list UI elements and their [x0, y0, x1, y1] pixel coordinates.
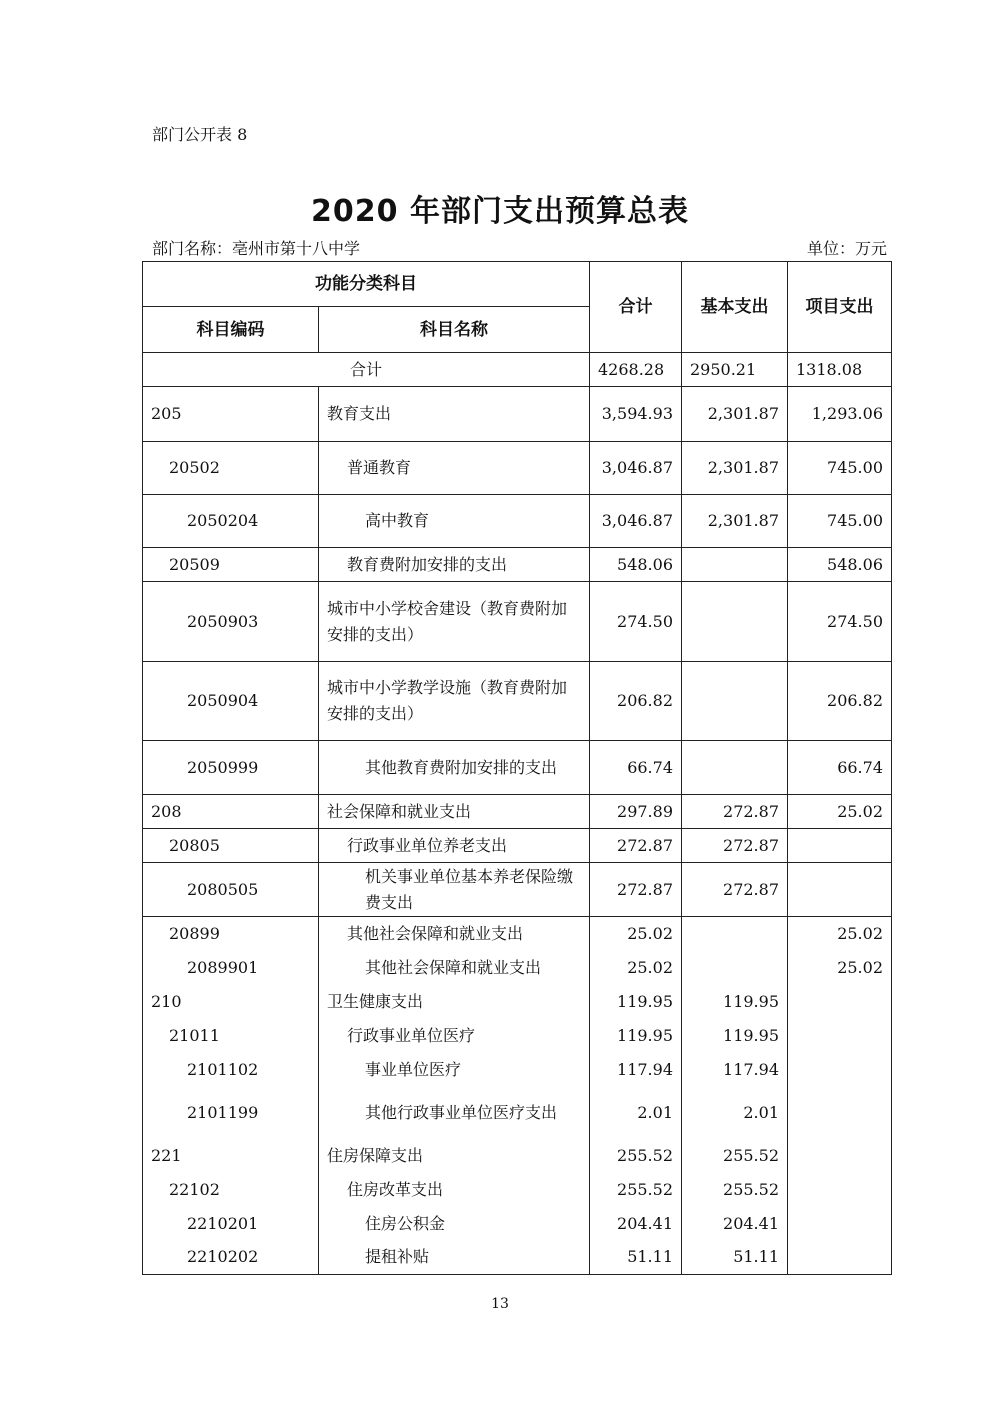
row-name: 卫生健康支出 — [319, 985, 590, 1019]
row-project: 25.02 — [788, 951, 892, 985]
table-row — [143, 1139, 892, 1173]
table-row — [143, 548, 892, 582]
row-project — [788, 1241, 892, 1275]
row-basic — [682, 548, 788, 582]
row-name: 住房保障支出 — [319, 1139, 590, 1173]
row-name: 提租补贴 — [319, 1241, 590, 1275]
row-project — [788, 863, 892, 917]
table-row — [143, 917, 892, 951]
row-project — [788, 1173, 892, 1207]
row-project — [788, 1019, 892, 1053]
row-total: 51.11 — [590, 1241, 682, 1275]
row-project: 206.82 — [788, 662, 892, 741]
table-row — [143, 985, 892, 1019]
row-project: 25.02 — [788, 795, 892, 829]
row-name: 行政事业单位养老支出 — [319, 829, 590, 863]
row-basic — [682, 582, 788, 662]
row-code: 208 — [143, 795, 319, 829]
row-code: 2050204 — [143, 495, 319, 548]
document-label: 部门公开表 8 — [152, 125, 248, 144]
row-total: 117.94 — [590, 1053, 682, 1087]
table-row — [143, 1087, 892, 1139]
row-basic: 272.87 — [682, 829, 788, 863]
total-basic: 2950.21 — [682, 353, 788, 387]
row-total: 272.87 — [590, 863, 682, 917]
header-project: 项目支出 — [788, 262, 892, 353]
row-total: 255.52 — [590, 1139, 682, 1173]
row-basic — [682, 951, 788, 985]
row-basic: 255.52 — [682, 1173, 788, 1207]
row-project — [788, 1139, 892, 1173]
row-basic: 2,301.87 — [682, 442, 788, 495]
row-name: 事业单位医疗 — [319, 1053, 590, 1087]
row-code: 2050903 — [143, 582, 319, 662]
row-project: 66.74 — [788, 741, 892, 795]
table-row — [143, 951, 892, 985]
table-row — [143, 795, 892, 829]
row-name: 住房改革支出 — [319, 1173, 590, 1207]
row-total: 3,594.93 — [590, 387, 682, 442]
row-project — [788, 985, 892, 1019]
table-row — [143, 582, 892, 662]
table-row — [143, 741, 892, 795]
total-amount: 4268.28 — [590, 353, 682, 387]
row-name: 其他社会保障和就业支出 — [319, 951, 590, 985]
row-code: 20502 — [143, 442, 319, 495]
table-row — [143, 442, 892, 495]
row-project — [788, 1207, 892, 1241]
row-name: 普通教育 — [319, 442, 590, 495]
row-basic — [682, 741, 788, 795]
row-basic — [682, 917, 788, 951]
row-project: 1,293.06 — [788, 387, 892, 442]
row-basic: 119.95 — [682, 985, 788, 1019]
table-row — [143, 1173, 892, 1207]
row-total: 204.41 — [590, 1207, 682, 1241]
row-name: 其他社会保障和就业支出 — [319, 917, 590, 951]
row-name: 行政事业单位医疗 — [319, 1019, 590, 1053]
row-code: 2089901 — [143, 951, 319, 985]
row-code: 20899 — [143, 917, 319, 951]
total-row — [143, 353, 892, 387]
row-project: 548.06 — [788, 548, 892, 582]
total-label: 合计 — [143, 353, 590, 387]
row-code: 22102 — [143, 1173, 319, 1207]
row-basic: 272.87 — [682, 795, 788, 829]
row-name: 其他教育费附加安排的支出 — [319, 741, 590, 795]
row-name: 教育支出 — [319, 387, 590, 442]
row-name: 教育费附加安排的支出 — [319, 548, 590, 582]
row-total: 272.87 — [590, 829, 682, 863]
row-code: 2210202 — [143, 1241, 319, 1275]
row-name: 机关事业单位基本养老保险缴费支出 — [319, 863, 590, 917]
row-total: 206.82 — [590, 662, 682, 741]
row-total: 3,046.87 — [590, 495, 682, 548]
row-code: 2101199 — [143, 1087, 319, 1139]
row-basic: 2,301.87 — [682, 387, 788, 442]
row-project — [788, 1087, 892, 1139]
row-basic: 204.41 — [682, 1207, 788, 1241]
row-code: 2210201 — [143, 1207, 319, 1241]
row-total: 255.52 — [590, 1173, 682, 1207]
header-name: 科目名称 — [319, 307, 590, 353]
row-name: 住房公积金 — [319, 1207, 590, 1241]
row-total: 119.95 — [590, 985, 682, 1019]
row-total: 548.06 — [590, 548, 682, 582]
row-project: 274.50 — [788, 582, 892, 662]
table-row — [143, 662, 892, 741]
table-row — [143, 1053, 892, 1087]
row-basic: 2,301.87 — [682, 495, 788, 548]
header-function-category: 功能分类科目 — [143, 262, 590, 307]
row-total: 25.02 — [590, 951, 682, 985]
header-total: 合计 — [590, 262, 682, 353]
table-row — [143, 1241, 892, 1275]
row-name: 其他行政事业单位医疗支出 — [319, 1087, 590, 1139]
row-total: 274.50 — [590, 582, 682, 662]
header-row-1 — [143, 262, 892, 307]
row-code: 205 — [143, 387, 319, 442]
row-project — [788, 1053, 892, 1087]
row-project — [788, 829, 892, 863]
row-project: 745.00 — [788, 442, 892, 495]
row-total: 2.01 — [590, 1087, 682, 1139]
header-code: 科目编码 — [143, 307, 319, 353]
row-code: 21011 — [143, 1019, 319, 1053]
row-name: 社会保障和就业支出 — [319, 795, 590, 829]
row-project: 745.00 — [788, 495, 892, 548]
row-name: 城市中小学教学设施（教育费附加安排的支出） — [319, 662, 590, 741]
row-name: 城市中小学校舍建设（教育费附加安排的支出） — [319, 582, 590, 662]
table-row — [143, 1207, 892, 1241]
row-code: 20509 — [143, 548, 319, 582]
row-basic: 2.01 — [682, 1087, 788, 1139]
row-code: 2101102 — [143, 1053, 319, 1087]
table-row — [143, 829, 892, 863]
row-name: 高中教育 — [319, 495, 590, 548]
row-code: 221 — [143, 1139, 319, 1173]
row-total: 25.02 — [590, 917, 682, 951]
budget-table — [142, 261, 892, 1275]
page-title: 2020 年部门支出预算总表 — [311, 194, 689, 229]
row-basic: 119.95 — [682, 1019, 788, 1053]
row-total: 297.89 — [590, 795, 682, 829]
table-row — [143, 495, 892, 548]
row-project: 25.02 — [788, 917, 892, 951]
unit-label: 单位：万元 — [806, 239, 887, 258]
row-basic: 117.94 — [682, 1053, 788, 1087]
header-basic: 基本支出 — [682, 262, 788, 353]
row-code: 20805 — [143, 829, 319, 863]
row-code: 210 — [143, 985, 319, 1019]
row-basic: 255.52 — [682, 1139, 788, 1173]
row-code: 2050904 — [143, 662, 319, 741]
row-total: 66.74 — [590, 741, 682, 795]
table-row — [143, 1019, 892, 1053]
row-code: 2050999 — [143, 741, 319, 795]
row-total: 3,046.87 — [590, 442, 682, 495]
row-total: 119.95 — [590, 1019, 682, 1053]
department-name: 部门名称：亳州市第十八中学 — [152, 239, 361, 258]
row-basic: 272.87 — [682, 863, 788, 917]
total-project: 1318.08 — [788, 353, 892, 387]
row-basic: 51.11 — [682, 1241, 788, 1275]
row-code: 2080505 — [143, 863, 319, 917]
table-row — [143, 387, 892, 442]
row-basic — [682, 662, 788, 741]
page-number: 13 — [491, 1296, 509, 1312]
table-row — [143, 863, 892, 917]
